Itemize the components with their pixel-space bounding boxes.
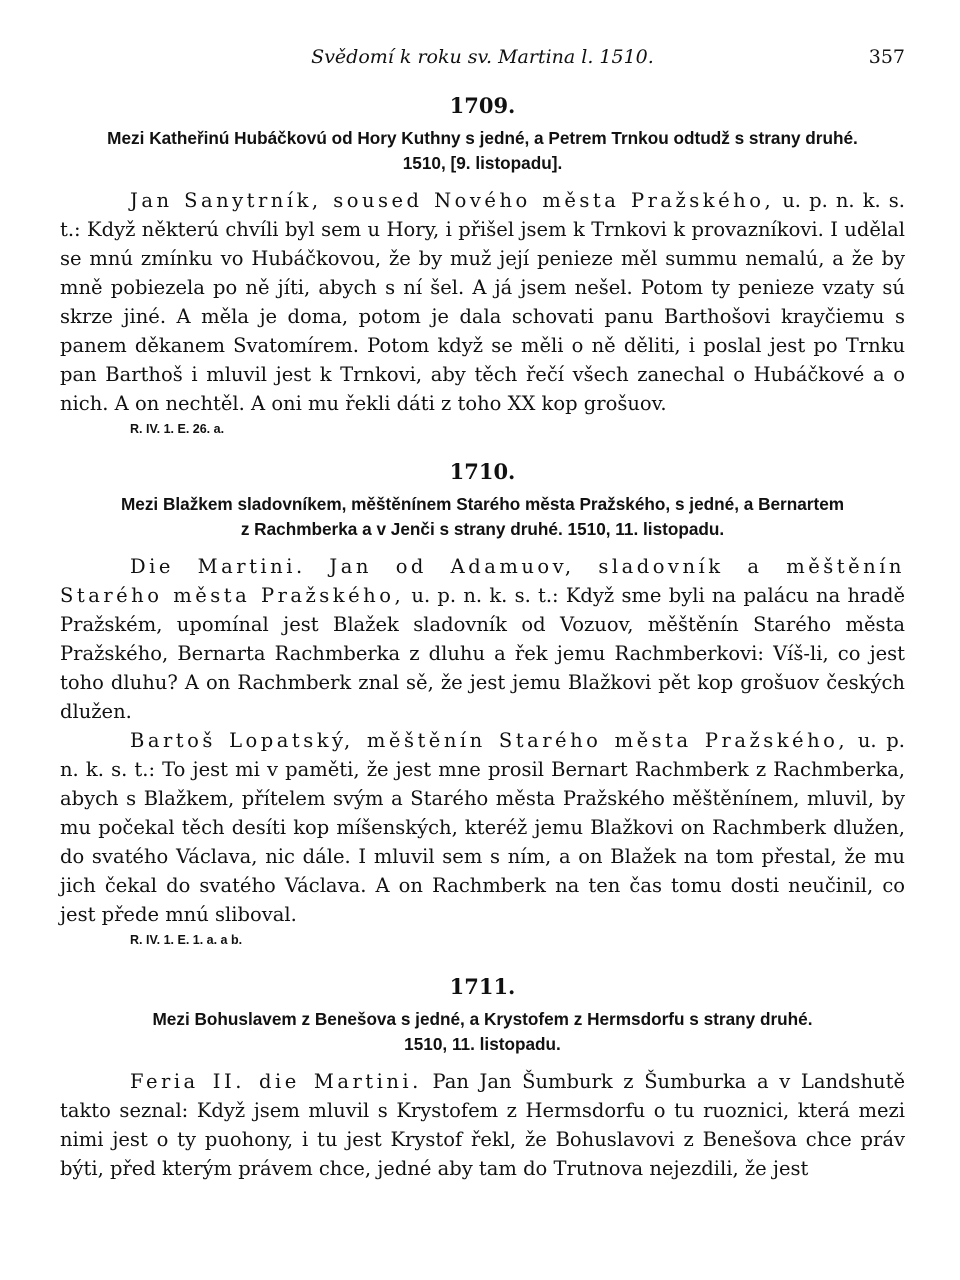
- entry-number: 1710.: [449, 459, 516, 484]
- entry-1710: [60, 458, 905, 949]
- testimony-text: u. p. n. k. s. t.: To jest mi v paměti, že jest mne prosil Bernart Rachmberk z Rachmberka, abych s Blažkem, přítelem svým a Starého města Pražského měštěnínem, mluvil, by mu počekal těch desíti kop míšenských, kteréž jemu Blažkovi on Rachmberk dlužen, do svatého Václava, nic dále. I mluvil sem s ním, a on Blažek na tom přestal, že mu jich čekal do svatého Václava. A on Rachmberk na ten čas tomu dosti neučinil, co jest přede mnú sliboval.: [60, 729, 905, 926]
- entry-1709: [60, 92, 905, 438]
- entry-header: [60, 1007, 905, 1057]
- testimony-paragraph: [60, 186, 905, 418]
- entry-number: 1711.: [449, 974, 516, 999]
- witness-name: Jan Sanytrník, soused Nového města Pražského,: [130, 189, 775, 212]
- entry-header-date: 1510, 11. listopadu.: [404, 1034, 561, 1054]
- entry-number: 1709.: [449, 93, 516, 118]
- entry-header-date: z Rachmberka a v Jenči s strany druhé. 1510, 11. listopadu.: [240, 519, 725, 539]
- testimony-text: Pan Jan Šumburk z Šumburka a v Landshutě takto seznal: Když jsem mluvil s Krystofem z Hermsdorfu o tu ruoznici, která mezi nimi jest o ty puohony, i tu jest Krystof řekl, že Bohuslavovi z Benešova chce práv býti, před kterým právem chce, jedné aby tam do Trutnova nejezdili, že jest: [60, 1070, 905, 1180]
- page-content: [60, 92, 905, 1183]
- running-title: Svědomí k roku sv. Martina l. 1510.: [311, 46, 654, 68]
- entry-1711: [60, 973, 905, 1183]
- entry-header-line: Mezi Blažkem sladovníkem, měštěnínem Starého města Pražského, s jedné, a Bernartem: [120, 494, 845, 514]
- archive-reference: R. IV. 1. E. 1. a. a b.: [130, 933, 243, 947]
- entry-header-line: Mezi Bohuslavem z Benešova s jedné, a Krystofem z Hermsdorfu s strany druhé.: [152, 1009, 813, 1029]
- running-head: [60, 46, 905, 76]
- entry-header: [60, 126, 905, 176]
- testimony-text: u. p. n. k. s. t.: Když některú chvíli byl sem u Hory, i přišel jsem k Trnkovi k provazníkovi. I udělal se mnú zmínku vo Hubáčkovou, že by muž její penieze měl summu nemalú, a že by mně pobiezela po ně jíti, abych s ní šel. A já jsem nešel. Potom ty penieze vzaty sú skrze jiné. A měla je doma, potom je dala schovati panu Barthošovi krayčiemu s panem děkanem Svatomírem. Potom když se měli o ně děliti, i poslal jest po Trnku pan Barthoš i mluvil jest k Trnkovi, aby těch řečí všech zanechal o Hubáčkové a o nich. A on nechtěl. A oni mu řekli dáti z toho XX kop grošuov.: [60, 189, 905, 415]
- entry-header-line: Mezi Katheřinú Hubáčkovú od Hory Kuthny s jedné, a Petrem Trnkou odtudž s strany druhé.: [107, 128, 858, 148]
- witness-name: Feria II. die Martini.: [130, 1070, 422, 1093]
- archive-reference: R. IV. 1. E. 26. a.: [130, 422, 225, 436]
- witness-name: Bartoš Lopatský, měštěnín Starého města Pražského,: [130, 729, 849, 752]
- testimony-paragraph: [60, 1067, 905, 1183]
- entry-header-date: 1510, [9. listopadu].: [402, 153, 563, 173]
- entry-header: [60, 492, 905, 542]
- witness-name: Die Martini. Jan od Adamuov, sladovník a měštěnín Starého města Pražského,: [60, 555, 905, 607]
- testimony-paragraph: [60, 552, 905, 726]
- testimony-text: u. p. n. k. s. t.: Když sme byli na palácu na hradě Pražském, upomínal jest Blažek sladovník od Vozuov, měštěnín Starého města Pražského, Bernarta Rachmberka z dluhu a řek jemu Rachmberkovi: Víš-li, co jest toho dluhu? A on Rachmberk znal sě, že jest jemu Blažkovi pět kop grošuov českých dlužen.: [60, 584, 905, 723]
- page-number: 357: [868, 46, 905, 68]
- testimony-paragraph: [60, 726, 905, 929]
